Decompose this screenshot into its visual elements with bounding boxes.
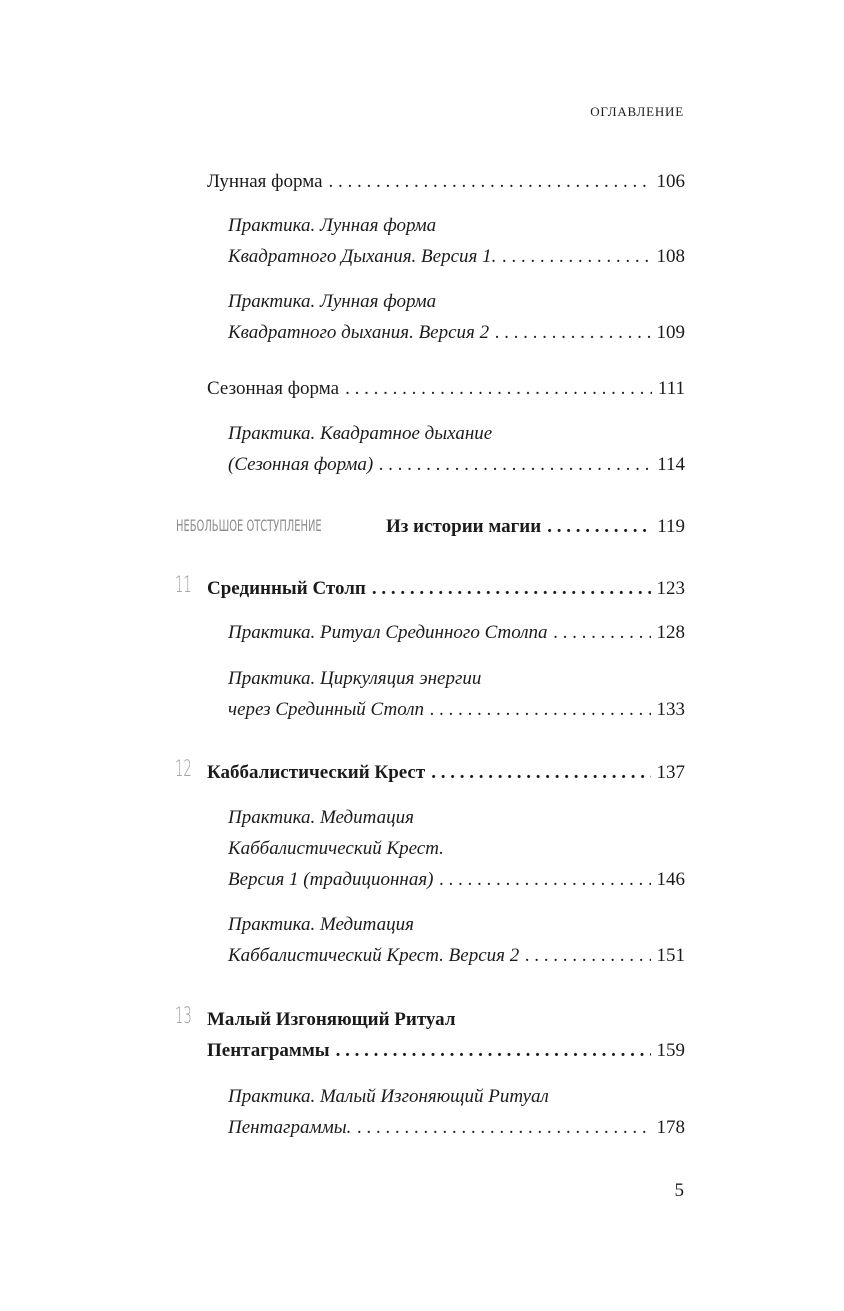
toc-entry-interlude — [386, 515, 685, 539]
toc-entry-title-line: Малый Изгоняющий Ритуал — [207, 1009, 456, 1030]
page-number: 128 — [656, 622, 685, 643]
page-number: 111 — [657, 378, 685, 399]
toc-entry-title: Сезонная форма — [207, 378, 340, 399]
toc-entry-title-line: Каббалистический Крест. — [228, 838, 444, 859]
page-number: 151 — [656, 945, 685, 966]
leader-dots — [430, 698, 650, 722]
toc-entry-chapter-12 — [207, 761, 685, 785]
toc-entry-title: Квадратного Дыхания. Версия 1. — [228, 246, 497, 267]
toc-entry-title: Практика. Ритуал Срединного Столпа — [228, 622, 548, 643]
toc-entry-title: Версия 1 (традиционная) — [228, 869, 434, 890]
toc-entry-practice-lunar-2 — [228, 321, 685, 345]
leader-dots — [525, 944, 650, 968]
page-number: 159 — [656, 1040, 685, 1061]
leader-dots — [495, 321, 650, 345]
leader-dots — [431, 761, 650, 785]
toc-entry-practice-qabalistic-cross-2 — [228, 944, 685, 968]
toc-entry-title-line: Практика. Циркуляция энергии — [228, 668, 482, 689]
toc-entry-title: Лунная форма — [207, 171, 323, 192]
leader-dots — [439, 868, 650, 892]
toc-entry-practice-square-breathing — [228, 453, 685, 477]
leader-dots — [357, 1116, 650, 1140]
leader-dots — [554, 621, 651, 645]
running-head: ОГЛАВЛЕНИЕ — [590, 104, 684, 119]
toc-entry-title: Каббалистический Крест. Версия 2 — [228, 945, 520, 966]
page-number: 133 — [656, 699, 685, 720]
toc-entry-title-line: Практика. Лунная форма — [228, 215, 437, 236]
toc-entry-chapter-13 — [207, 1039, 685, 1063]
toc-entry-seasonal-form — [207, 377, 685, 401]
page-number: 146 — [656, 869, 685, 890]
page-number: 137 — [656, 762, 685, 783]
toc-entry-practice-qabalistic-cross-1 — [228, 868, 685, 892]
page-number: 119 — [657, 516, 685, 537]
leader-dots — [372, 577, 651, 601]
toc-entry-practice-lunar-1 — [228, 245, 685, 269]
leader-dots — [329, 170, 651, 194]
toc-entry-practice-energy-circulation — [228, 698, 685, 722]
leader-dots — [336, 1039, 651, 1063]
toc-entry-title-line: Практика. Малый Изгоняющий Ритуал — [228, 1086, 549, 1107]
toc-entry-title: (Сезонная форма) — [228, 454, 374, 475]
page-number: 106 — [656, 171, 685, 192]
leader-dots — [502, 245, 650, 269]
toc-entry-lunar-form — [207, 170, 685, 194]
interlude-label: НЕБОЛЬШОЕ ОТСТУПЛЕНИЕ — [176, 516, 322, 535]
toc-entry-title: Пентаграммы — [207, 1040, 330, 1061]
toc-entry-title: через Срединный Столп — [228, 699, 425, 720]
toc-entry-title: Пентаграммы. — [228, 1117, 352, 1138]
page-number: 109 — [656, 322, 685, 343]
chapter-number: 12 — [175, 757, 192, 782]
chapter-number: 11 — [175, 573, 192, 598]
toc-entry-title-line: Практика. Лунная форма — [228, 291, 437, 312]
page-number: 108 — [656, 246, 685, 267]
toc-entry-title: Из истории магии — [386, 516, 542, 537]
leader-dots — [547, 515, 651, 539]
toc-entry-title: Срединный Столп — [207, 578, 366, 599]
toc-entry-practice-lbrp — [228, 1116, 685, 1140]
toc-entry-title-line: Практика. Медитация — [228, 807, 414, 828]
page-number: 114 — [657, 454, 685, 475]
toc-entry-title-line: Практика. Медитация — [228, 914, 414, 935]
toc-entry-practice-middle-pillar — [228, 621, 685, 645]
leader-dots — [345, 377, 652, 401]
toc-entry-title-line: Практика. Квадратное дыхание — [228, 423, 493, 444]
toc-entry-title: Каббалистический Крест — [207, 762, 426, 783]
chapter-number: 13 — [175, 1004, 192, 1029]
toc-entry-title: Квадратного дыхания. Версия 2 — [228, 322, 490, 343]
leader-dots — [379, 453, 651, 477]
page-number: 178 — [656, 1117, 685, 1138]
toc-entry-chapter-11 — [207, 577, 685, 601]
page-number: 123 — [656, 578, 685, 599]
page-folio: 5 — [674, 1180, 684, 1201]
